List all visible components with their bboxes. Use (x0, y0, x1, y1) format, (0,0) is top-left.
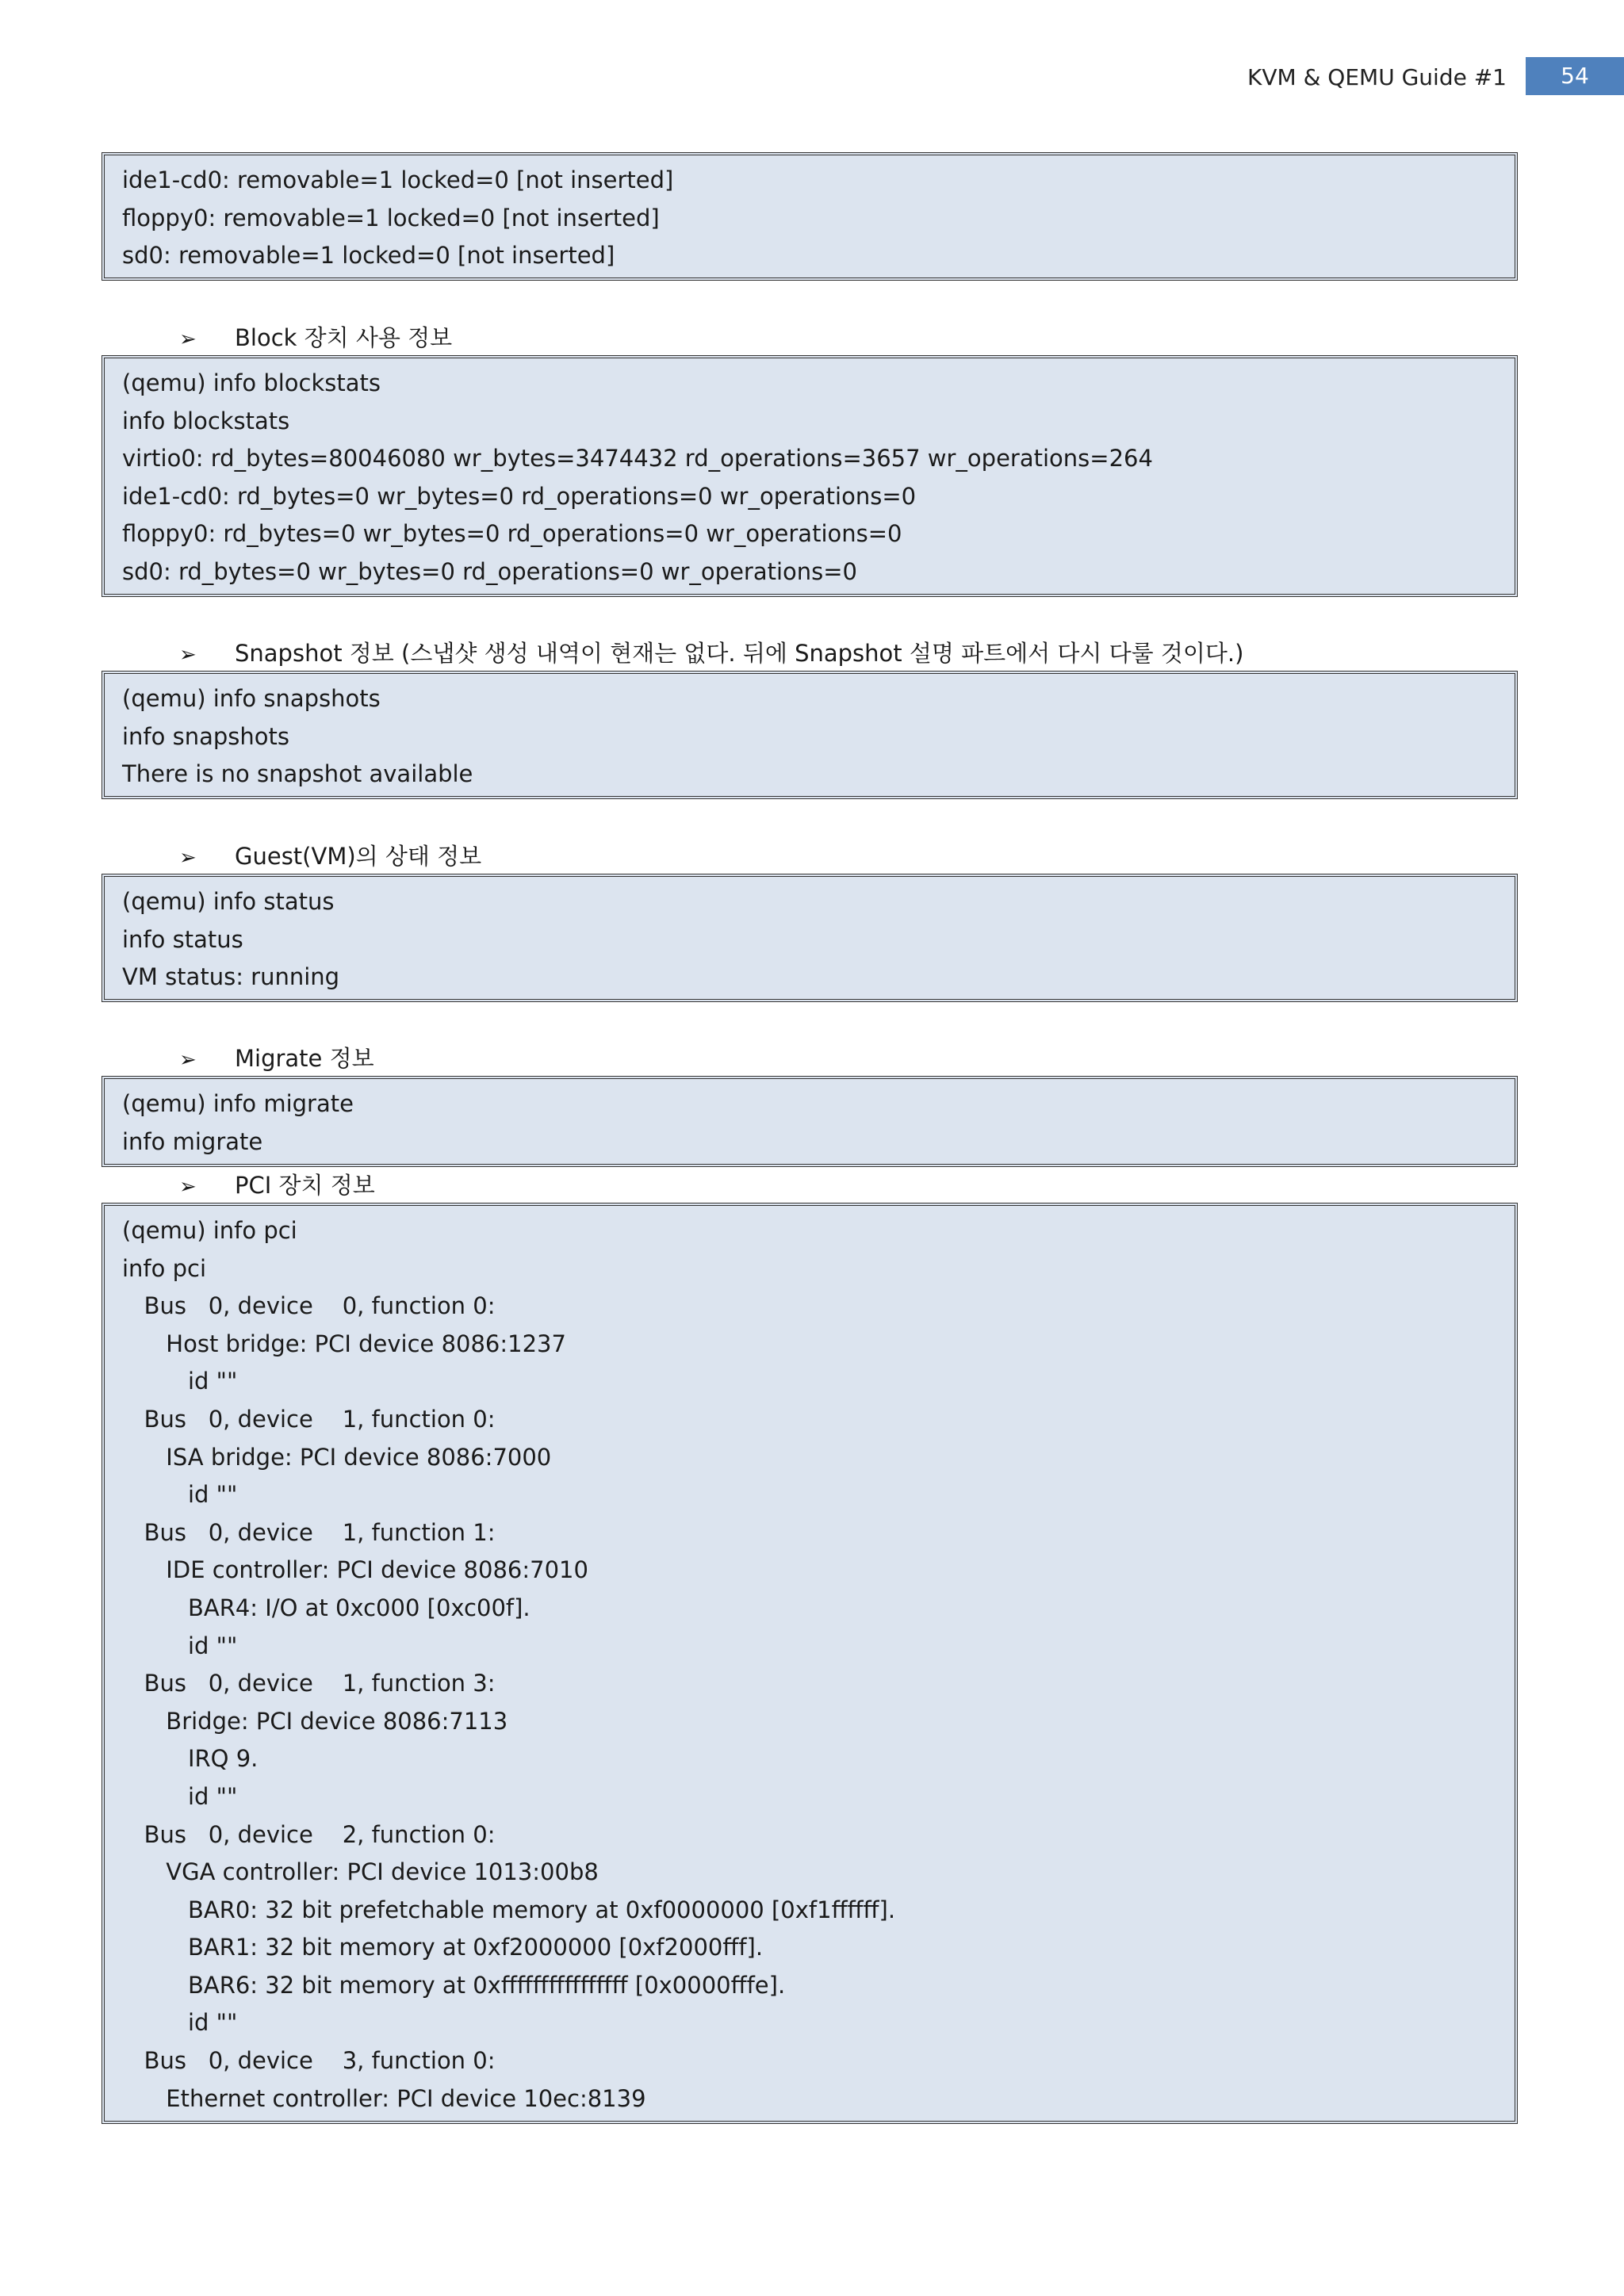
code-line: info status (122, 925, 243, 953)
code-box-snapshots (102, 671, 1518, 799)
code-line: Bus 0, device 3, function 0: (122, 2047, 496, 2075)
code-line: floppy0: removable=1 locked=0 [not inserted] (122, 204, 660, 232)
code-line: (qemu) info status (122, 888, 335, 915)
document-header-title: KVM & QEMU Guide #1 (1247, 64, 1507, 90)
code-line: (qemu) info snapshots (122, 685, 381, 712)
code-line: id "" (122, 1782, 238, 1810)
section-heading-text: Migrate 정보 (235, 1045, 374, 1072)
code-line: id "" (122, 1632, 238, 1659)
code-line: BAR1: 32 bit memory at 0xf2000000 [0xf2000fff]. (122, 1934, 764, 1961)
code-line: ide1-cd0: removable=1 locked=0 [not inserted] (122, 166, 674, 193)
code-line: Bridge: PCI device 8086:7113 (122, 1707, 508, 1735)
code-line: Bus 0, device 2, function 0: (122, 1820, 496, 1848)
code-line: Bus 0, device 1, function 0: (122, 1405, 496, 1433)
code-line: Bus 0, device 1, function 3: (122, 1670, 496, 1697)
code-line: info blockstats (122, 407, 290, 434)
code-line: (qemu) info pci (122, 1217, 297, 1244)
code-line: ide1-cd0: rd_bytes=0 wr_bytes=0 rd_operations=0 wr_operations=0 (122, 482, 917, 510)
code-box-pci (102, 1203, 1518, 2124)
code-line: sd0: removable=1 locked=0 [not inserted] (122, 242, 615, 270)
code-line: (qemu) info blockstats (122, 369, 381, 396)
section-heading-text: Snapshot 정보 (스냅샷 생성 내역이 현재는 없다. 뒤에 Snapshot 설명 파트에서 다시 다룰 것이다.) (235, 640, 1244, 667)
section-heading-text: Block 장치 사용 정보 (235, 324, 453, 351)
code-line: IRQ 9. (122, 1745, 259, 1773)
code-line: IDE controller: PCI device 8086:7010 (122, 1556, 588, 1584)
code-line: There is no snapshot available (122, 760, 473, 788)
code-line: (qemu) info migrate (122, 1090, 354, 1117)
code-line: floppy0: rd_bytes=0 wr_bytes=0 rd_operations=0 wr_operations=0 (122, 520, 902, 548)
code-line: info migrate (122, 1127, 263, 1155)
code-line: id "" (122, 1481, 238, 1509)
code-line: info pci (122, 1254, 207, 1282)
section-heading-migrate (179, 1043, 374, 1076)
code-box-migrate (102, 1076, 1518, 1167)
arrow-bullet-icon: ➢ (179, 1175, 197, 1199)
section-heading-status (179, 840, 481, 874)
code-line: id "" (122, 2009, 238, 2037)
code-box-blockstats (102, 355, 1518, 597)
code-line: VGA controller: PCI device 1013:00b8 (122, 1858, 599, 1886)
code-line: virtio0: rd_bytes=80046080 wr_bytes=3474432 rd_operations=3657 wr_operations=264 (122, 445, 1153, 473)
code-line: ISA bridge: PCI device 8086:7000 (122, 1443, 552, 1471)
code-line: VM status: running (122, 963, 340, 991)
code-line: BAR0: 32 bit prefetchable memory at 0xf0000000 [0xf1ffffff]. (122, 1896, 896, 1923)
code-line: Host bridge: PCI device 8086:1237 (122, 1330, 566, 1357)
arrow-bullet-icon: ➢ (179, 1048, 197, 1072)
code-line: BAR6: 32 bit memory at 0xffffffffffffffff [0x0000fffe]. (122, 1971, 786, 1999)
section-heading-snapshots (179, 637, 1243, 671)
code-line: info snapshots (122, 722, 289, 750)
section-heading-text: Guest(VM)의 상태 정보 (235, 843, 482, 870)
code-line: id "" (122, 1368, 238, 1395)
code-box-removable (102, 152, 1518, 281)
code-line: BAR4: I/O at 0xc000 [0xc00f]. (122, 1594, 530, 1621)
code-box-status (102, 874, 1518, 1002)
arrow-bullet-icon: ➢ (179, 327, 197, 351)
code-line: sd0: rd_bytes=0 wr_bytes=0 rd_operations=0 wr_operations=0 (122, 557, 858, 585)
code-line: Bus 0, device 1, function 1: (122, 1518, 496, 1546)
section-heading-blockstats (179, 322, 452, 355)
section-heading-pci (179, 1169, 375, 1203)
section-heading-text: PCI 장치 정보 (235, 1172, 375, 1199)
page-number: 54 (1526, 57, 1624, 95)
code-line: Ethernet controller: PCI device 10ec:8139 (122, 2084, 646, 2112)
arrow-bullet-icon: ➢ (179, 643, 197, 667)
code-line: Bus 0, device 0, function 0: (122, 1292, 496, 1320)
arrow-bullet-icon: ➢ (179, 846, 197, 870)
